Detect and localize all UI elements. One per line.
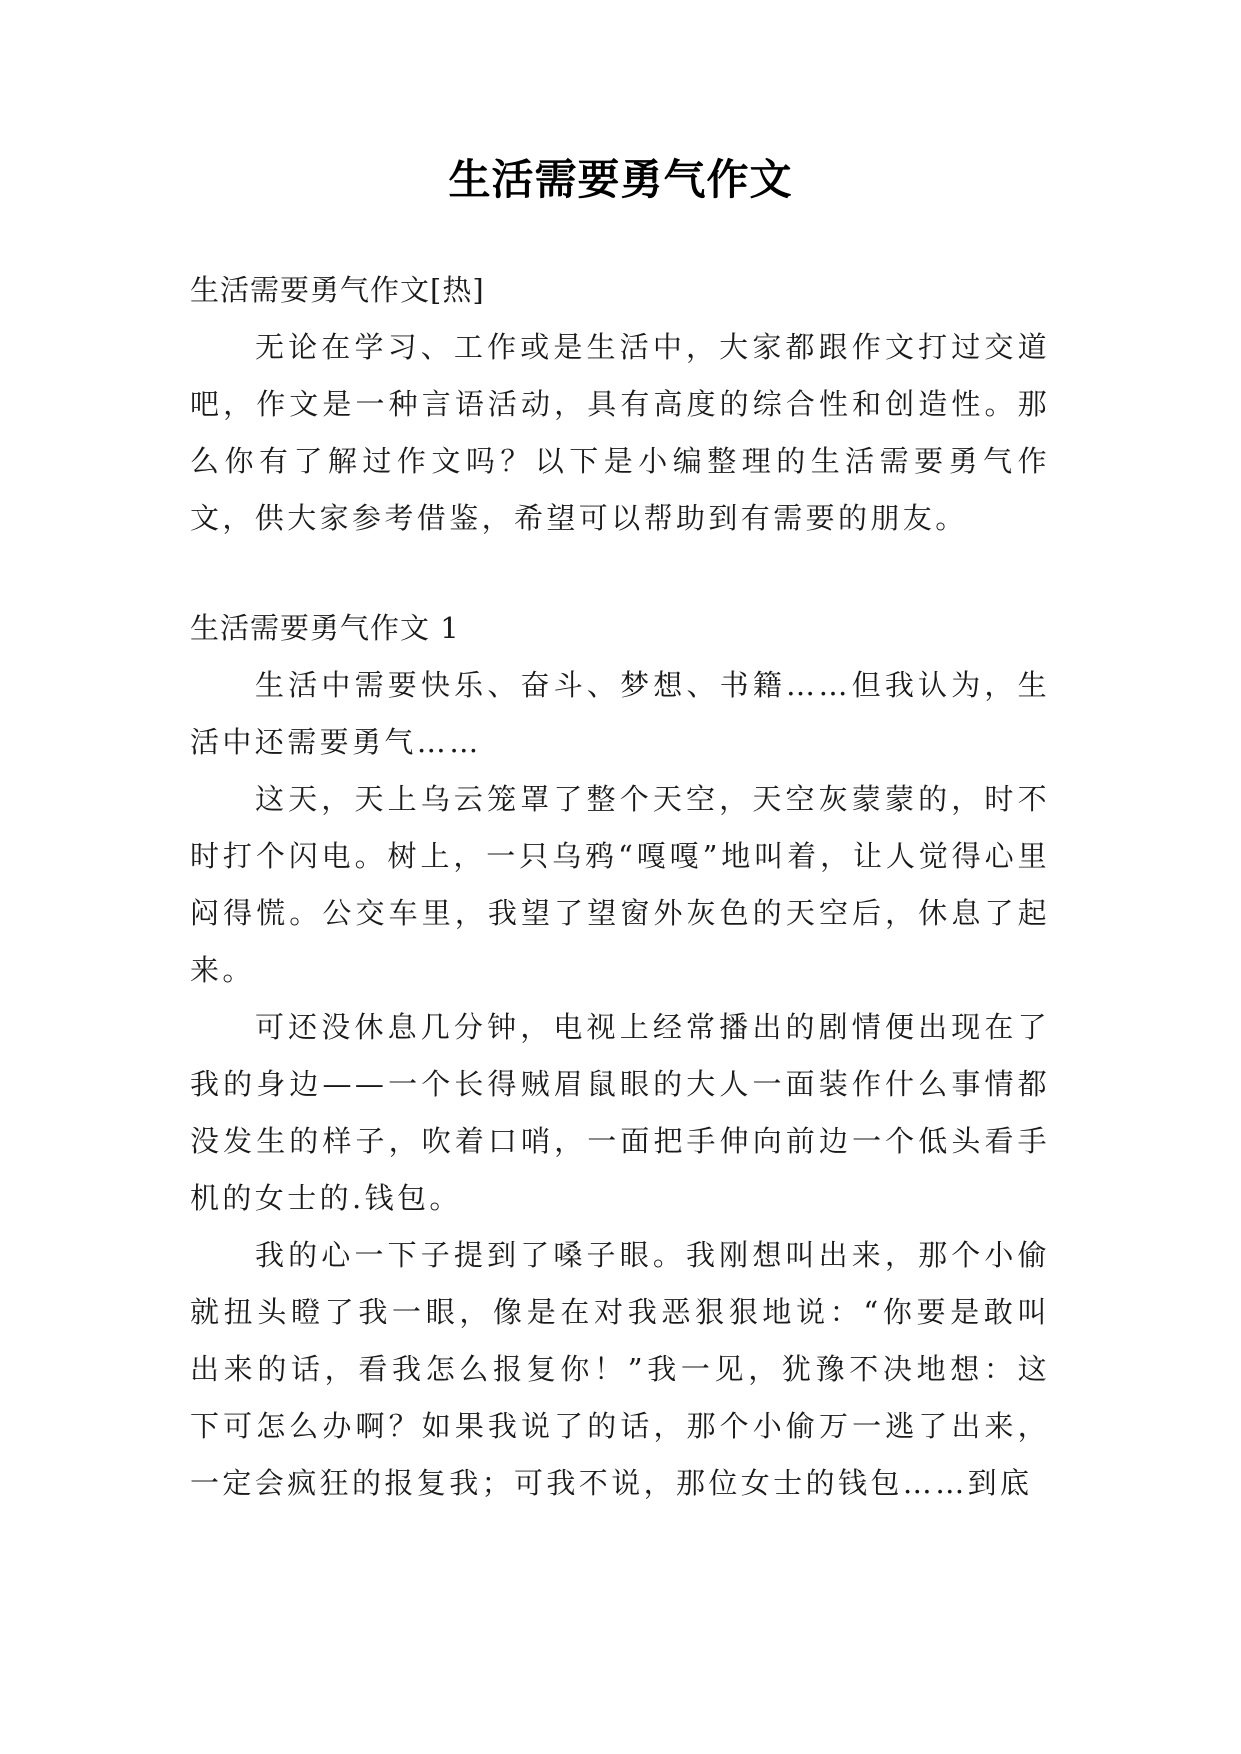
document-title: 生活需要勇气作文 <box>448 155 793 204</box>
essay-paragraph-4: 我的心一下子提到了嗓子眼。我刚想叫出来，那个小偷就扭头瞪了我一眼，像是在对我恶狠狠地说：“你要是敢叫出来的话，看我怎么报复你！”我一见，犹豫不决地想：这下可怎么办啊？如果我说了的话，那个小偷万一逃了出来，一定会疯狂的报复我；可我不说，那位女士的钱包……到底 <box>190 1238 1050 1500</box>
essay-paragraph-3: 可还没休息几分钟，电视上经常播出的剧情便出现在了我的身边——一个长得贼眉鼠眼的大人一面装作什么事情都没发生的样子，吹着口哨，一面把手伸向前边一个低头看手机的女士的.钱包。 <box>190 1010 1050 1215</box>
section-heading-intro: 生活需要勇气作文[热] <box>190 273 485 307</box>
intro-paragraph: 无论在学习、工作或是生活中，大家都跟作文打过交道吧，作文是一种言语活动，具有高度的综合性和创造性。那么你有了解过作文吗？以下是小编整理的生活需要勇气作文，供大家参考借鉴，希望可以帮助到有需要的朋友。 <box>190 330 1050 535</box>
document-body <box>190 262 1050 1512</box>
essay-paragraph-1: 生活中需要快乐、奋斗、梦想、书籍……但我认为，生活中还需要勇气…… <box>190 668 1050 759</box>
section-heading-essay-1: 生活需要勇气作文 1 <box>190 611 460 645</box>
section-spacer <box>190 547 1050 600</box>
essay-paragraph-2: 这天，天上乌云笼罩了整个天空，天空灰蒙蒙的，时不时打个闪电。树上，一只乌鸦“嘎嘎”地叫着，让人觉得心里闷得慌。公交车里，我望了望窗外灰色的天空后，休息了起来。 <box>190 782 1050 987</box>
